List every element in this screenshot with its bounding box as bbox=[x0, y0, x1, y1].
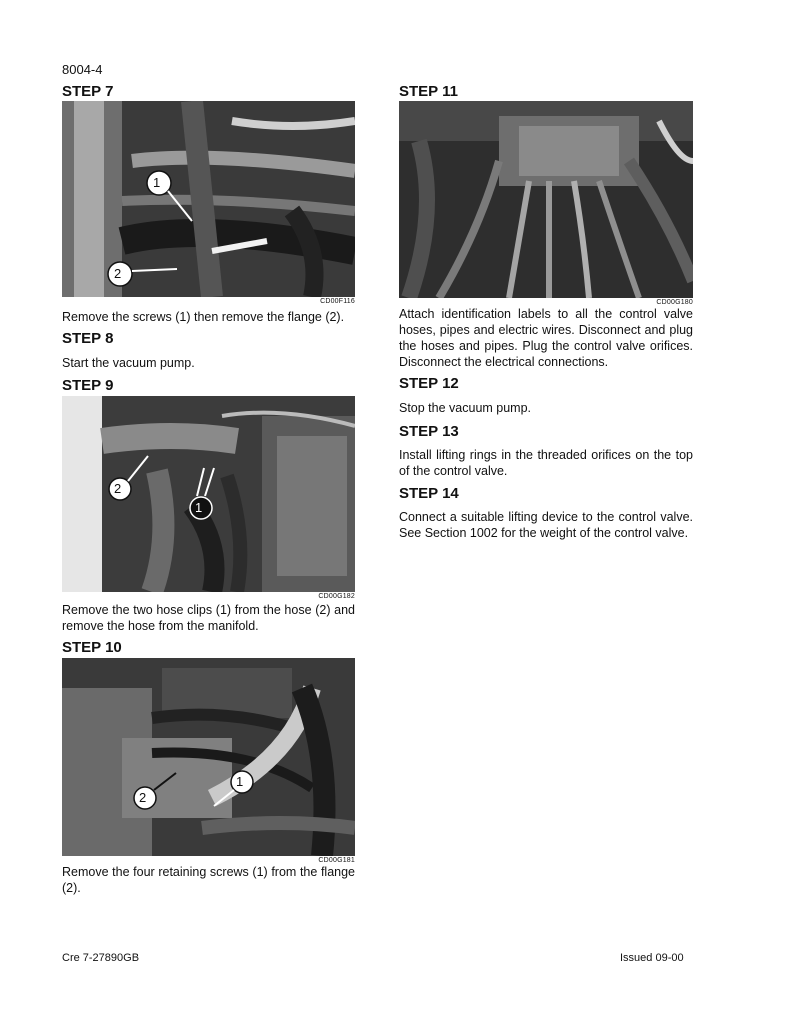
footer-issue-date: Issued 09-00 bbox=[620, 952, 684, 964]
step-7-callout-2: 2 bbox=[114, 266, 122, 281]
step-7-text: Remove the screws (1) then remove the flange (2). bbox=[62, 310, 345, 324]
step-7-photo bbox=[62, 101, 355, 297]
step-14-text: Connect a suitable lifting device to the control valve. See Section 1002 for the weight of the control valve. bbox=[399, 510, 693, 540]
step-10-photo-code: CD00G181 bbox=[318, 857, 355, 864]
step-11-photo bbox=[399, 101, 693, 298]
step-10-callout-1: 1 bbox=[236, 774, 244, 789]
step-9-photo-code: CD00G182 bbox=[318, 593, 355, 600]
step-12-heading: STEP 12 bbox=[399, 375, 459, 392]
step-12-text: Stop the vacuum pump. bbox=[399, 401, 532, 415]
step-11-photo-code: CD00G180 bbox=[656, 299, 693, 306]
step-9-callout-1: 1 bbox=[195, 500, 203, 515]
step-8-heading: STEP 8 bbox=[62, 330, 114, 347]
step-10-text: Remove the four retaining screws (1) from the flange (2). bbox=[62, 865, 355, 895]
step-7-callout-1: 1 bbox=[153, 175, 161, 190]
step-13-text: Install lifting rings in the threaded orifices on the top of the control valve. bbox=[399, 448, 693, 478]
step-10-callout-2: 2 bbox=[139, 790, 147, 805]
step-9-photo bbox=[62, 396, 355, 592]
step-10-photo bbox=[62, 658, 355, 856]
right-column bbox=[399, 0, 693, 1027]
step-7-photo-code: CD00F116 bbox=[320, 298, 355, 305]
step-7-heading: STEP 7 bbox=[62, 83, 114, 100]
page-number: 8004-4 bbox=[62, 62, 103, 77]
step-14-heading: STEP 14 bbox=[399, 485, 459, 502]
step-11-text: Attach identification labels to all the control valve hoses, pipes and electric wires. Disconnect and plug the hoses and pipes. Plug the control valve orifices. Disconnect the electrical connections. bbox=[399, 307, 693, 369]
footer-document-code: Cre 7-27890GB bbox=[62, 952, 140, 964]
step-9-callout-2: 2 bbox=[114, 481, 122, 496]
step-10-heading: STEP 10 bbox=[62, 639, 122, 656]
left-column bbox=[62, 0, 355, 1027]
step-8-text: Start the vacuum pump. bbox=[62, 356, 195, 370]
step-13-heading: STEP 13 bbox=[399, 423, 459, 440]
step-11-heading: STEP 11 bbox=[399, 83, 458, 100]
step-9-heading: STEP 9 bbox=[62, 377, 114, 394]
step-9-text: Remove the two hose clips (1) from the hose (2) and remove the hose from the manifold. bbox=[62, 603, 355, 633]
